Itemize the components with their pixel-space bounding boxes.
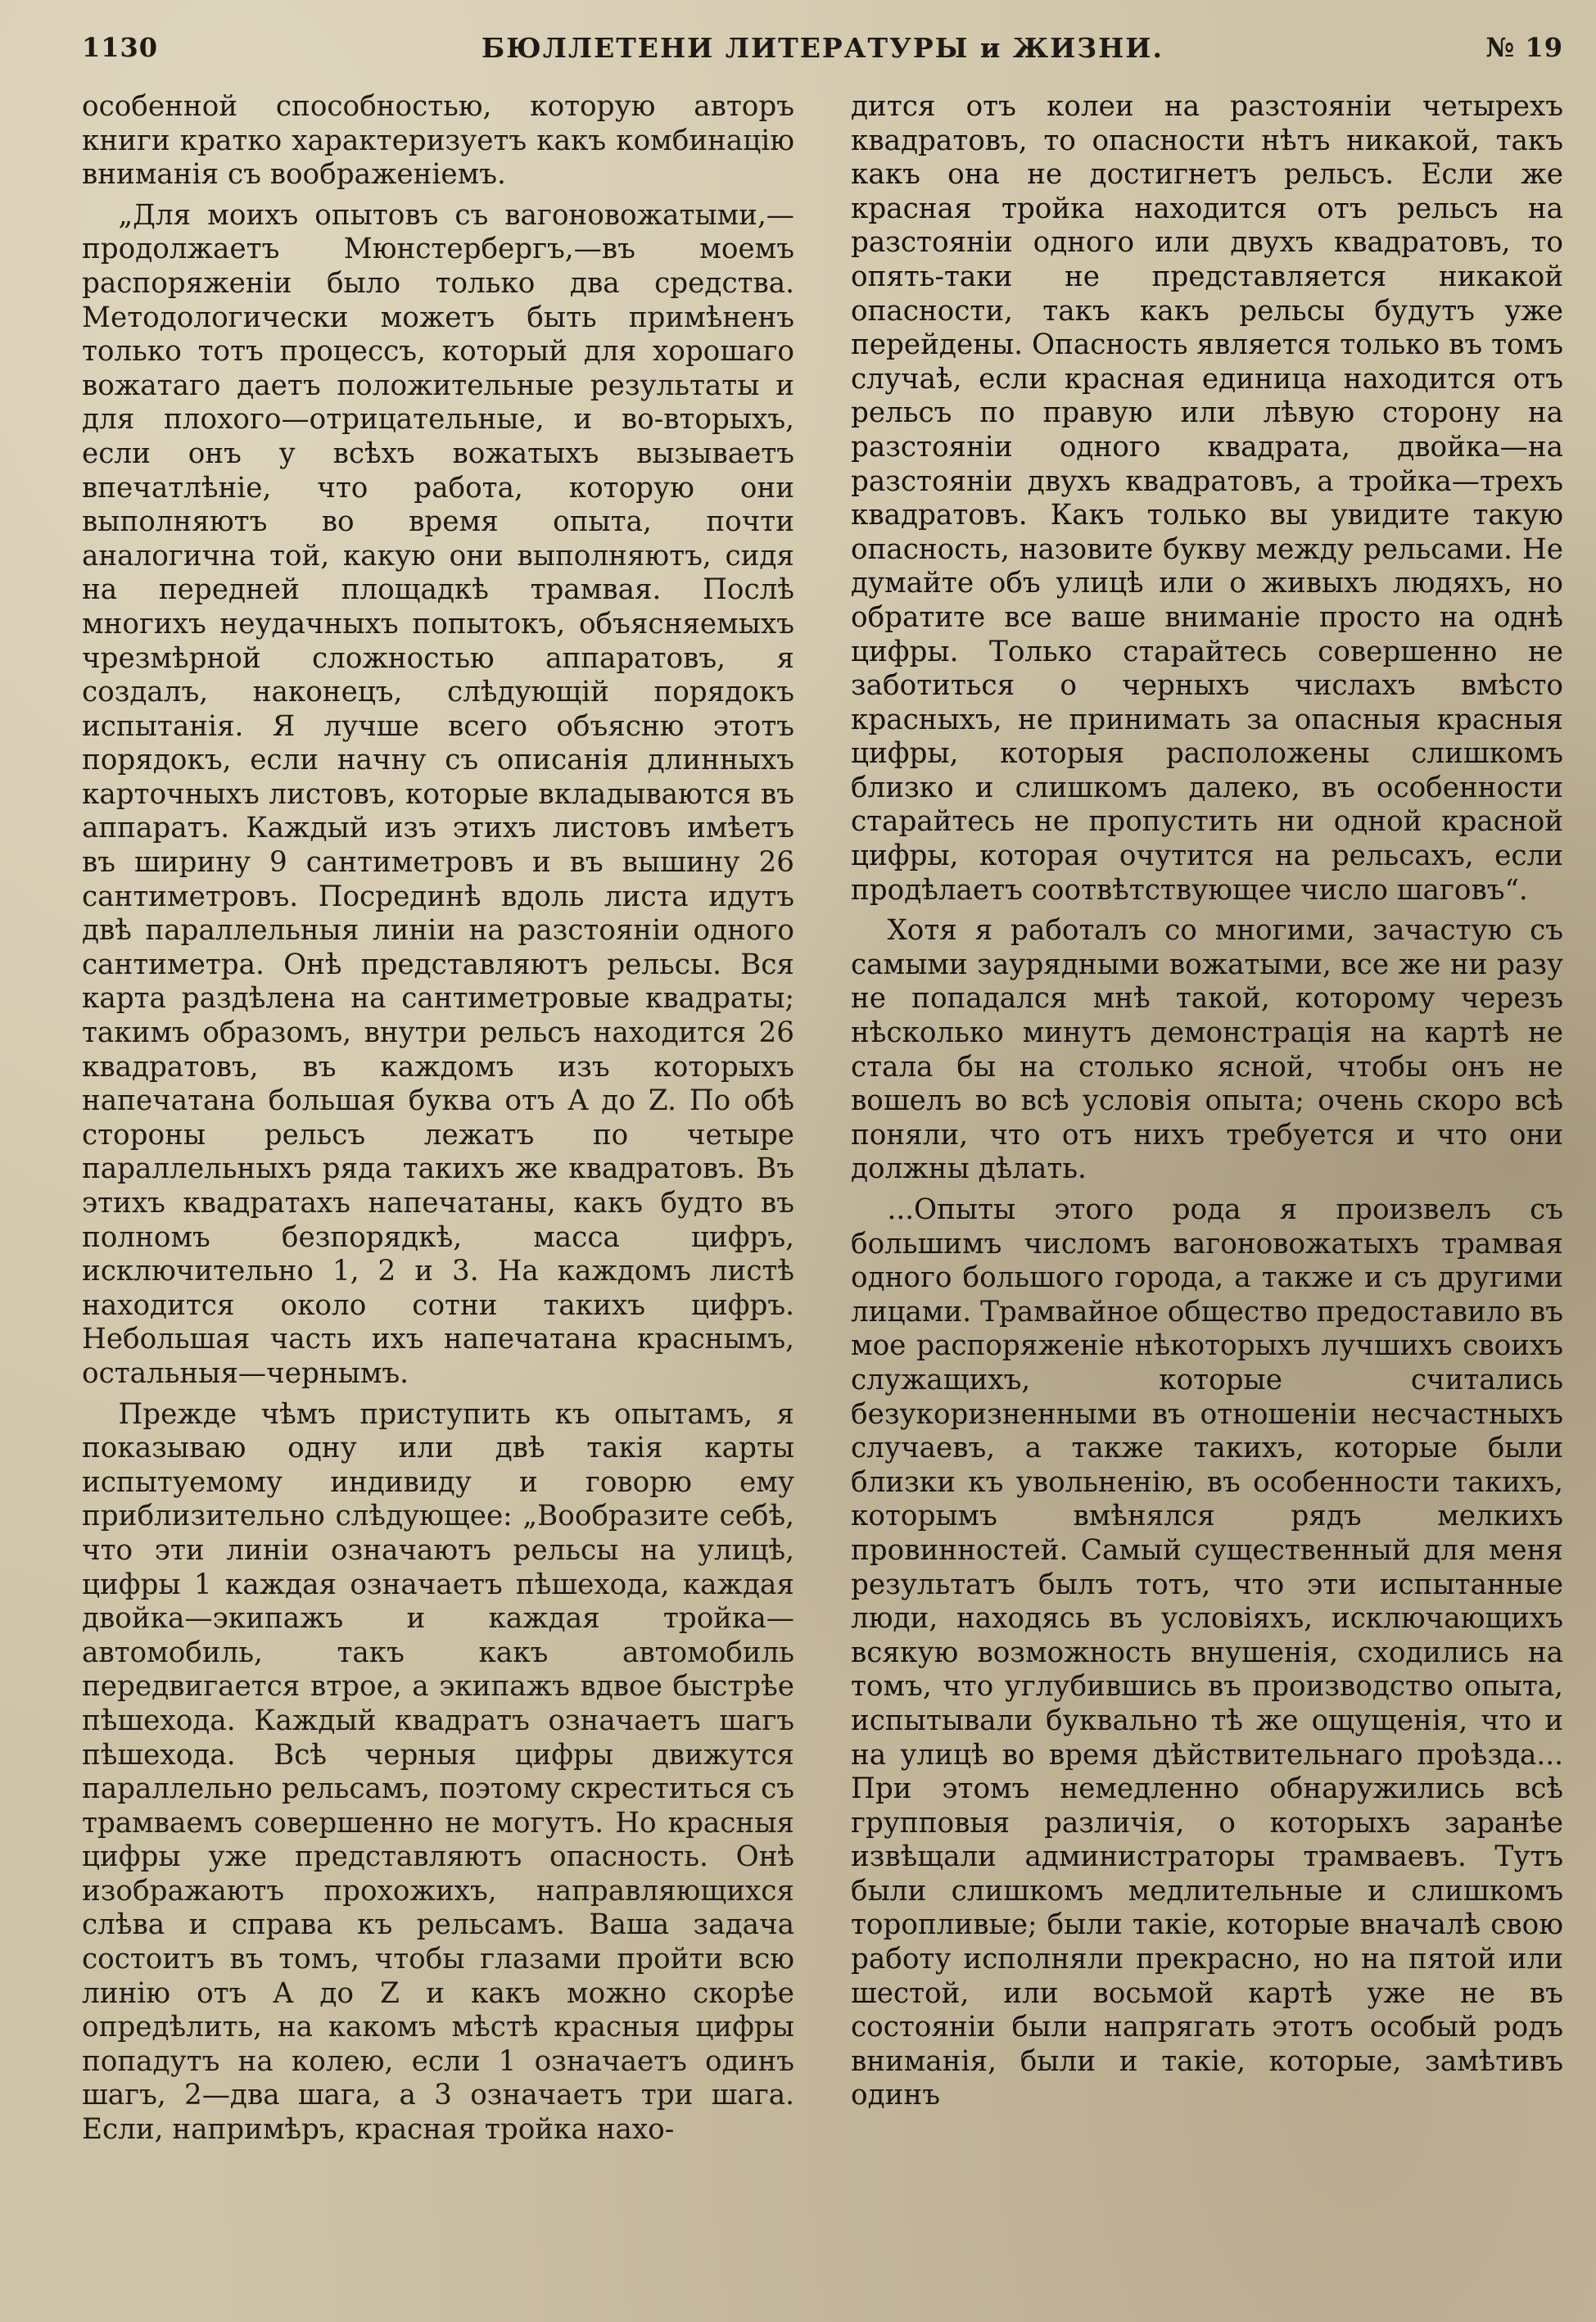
paragraph: дится отъ колеи на разстояніи четырехъ квадратовъ, то опасности нѣтъ никакой, такъ какъ она не достигнетъ рельсъ. Если же красная тройка находится отъ рельсъ на разстояніи одного или двухъ квадратовъ, то опять-таки не представляется никакой опасности, такъ какъ рельсы будутъ уже перейдены. Опасность является только въ томъ случаѣ, если красная единица находится отъ рельсъ по правую или лѣвую сторону на разстояніи одного квадрата, двойка—на разстояніи двухъ квадратовъ, а тройка—трехъ квадратовъ. Какъ только вы увидите такую опасность, назовите букву между рельсами. Не думайте объ улицѣ или о живыхъ людяхъ, но обратите все ваше вниманіе просто на однѣ цифры. Только старайтесь совершенно не заботиться о черныхъ числахъ вмѣсто красныхъ, не принимать за опасныя красныя цифры, которыя расположены слишкомъ близко и слишкомъ далеко, въ особенности старайтесь не пропустить ни одной красной цифры, которая очутится на рельсахъ, если продѣлаетъ соотвѣтствующее число шаговъ“. [851,90,1563,907]
issue-number: № 19 [1485,32,1563,63]
running-header [82,23,1563,72]
left-column [82,90,794,2148]
page-number: 1130 [82,32,159,63]
text-columns [82,90,1563,2148]
paragraph: Хотя я работалъ со многими, зачастую съ самыми заурядными вожатыми, все же ни разу не попадался мнѣ такой, которому черезъ нѣсколько минутъ демонстрація на картѣ не стала бы на столько ясной, чтобы онъ не вошелъ во всѣ условія опыта; очень скоро всѣ поняли, что отъ нихъ требуется и что они должны дѣлать. [851,914,1563,1186]
paragraph: Прежде чѣмъ приступить къ опытамъ, я показываю одну или двѣ такія карты испытуемому индивиду и говорю ему приблизительно слѣдующее: „Вообразите себѣ, что эти линіи означаютъ рельсы на улицѣ, цифры 1 каждая означаетъ пѣшехода, каждая двойка—экипажъ и каждая тройка—автомобиль, такъ какъ автомобиль передвигается втрое, а экипажъ вдвое быстрѣе пѣшехода. Каждый квадратъ означаетъ шагъ пѣшехода. Всѣ черныя цифры движутся параллельно рельсамъ, поэтому скреститься съ трамваемъ совершенно не могутъ. Но красныя цифры уже представляютъ опасность. Онѣ изображаютъ прохожихъ, направляющихся слѣва и справа къ рельсамъ. Ваша задача состоитъ въ томъ, чтобы глазами пройти всю линію отъ A до Z и какъ можно скорѣе опредѣлить, на какомъ мѣстѣ красныя цифры попадутъ на колею, если 1 означаетъ одинъ шагъ, 2—два шага, а 3 означаетъ три шага. Если, напримѣръ, красная тройка нахо- [82,1397,794,2147]
paragraph: особенной способностью, которую авторъ книги кратко характеризуетъ какъ комбинацію вниманія съ воображеніемъ. [82,90,794,192]
paragraph: ...Опыты этого рода я произвелъ съ большимъ числомъ вагоновожатыхъ трамвая одного большого города, а также и съ другими лицами. Трамвайное общество предоставило въ мое распоряженіе нѣкоторыхъ лучшихъ своихъ служащихъ, которые считались безукоризненными въ отношеніи несчастныхъ случаевъ, а также такихъ, которые были близки къ увольненію, въ особенности такихъ, которымъ вмѣнялся рядъ мелкихъ провинностей. Самый существенный для меня результатъ былъ тотъ, что эти испытанные люди, находясь въ условіяхъ, исключающихъ всякую возможность внушенія, сходились на томъ, что углубившись въ производство опыта, испытывали буквально тѣ же ощущенія, что и на улицѣ во время дѣйствительнаго проѣзда... При этомъ немедленно обнаружились всѣ групповыя различія, о которыхъ заранѣе извѣщали администраторы трамваевъ. Тутъ были слишкомъ медлительные и слишкомъ торопливые; были такіе, которые вначалѣ свою работу исполняли прекрасно, но на пятой или шестой, или восьмой картѣ уже не въ состояніи были напрягать этотъ особый родъ вниманія, были и такіе, которые, замѣтивъ одинъ [851,1193,1563,2112]
right-column [851,90,1563,2148]
paragraph: „Для моихъ опытовъ съ вагоновожатыми,— продолжаетъ Мюнстербергъ,—въ моемъ распоряженіи было только два средства. Методологически можетъ быть примѣненъ только тотъ процессъ, который для хорошаго вожатаго даетъ положительные результаты и для плохого—отрицательные, и во-вторыхъ, если онъ у всѣхъ вожатыхъ вызываетъ впечатлѣніе, что работа, которую они выполняютъ во время опыта, почти аналогична той, какую они выполняютъ, сидя на передней площадкѣ трамвая. Послѣ многихъ неудачныхъ попытокъ, объясняемыхъ чрезмѣрной сложностью аппаратовъ, я создалъ, наконецъ, слѣдующій порядокъ испытанія. Я лучше всего объясню этотъ порядокъ, если начну съ описанія длинныхъ карточныхъ листовъ, которые вкладываются въ аппаратъ. Каждый изъ этихъ листовъ имѣетъ въ ширину 9 сантиметровъ и въ вышину 26 сантиметровъ. Посрединѣ вдоль листа идутъ двѣ параллельныя линіи на разстояніи одного сантиметра. Онѣ представляютъ рельсы. Вся карта раздѣлена на сантиметровые квадраты; такимъ образомъ, внутри рельсъ находится 26 квадратовъ, въ каждомъ изъ которыхъ напечатана большая буква отъ A до Z. По обѣ стороны рельсъ лежатъ по четыре параллельныхъ ряда такихъ же квадратовъ. Въ этихъ квадратахъ напечатаны, какъ будто въ полномъ безпорядкѣ, масса цифръ, исключительно 1, 2 и 3. На каждомъ листѣ находится около сотни такихъ цифръ. Небольшая часть ихъ напечатана краснымъ, остальныя—чернымъ. [82,198,794,1390]
journal-title: БЮЛЛЕТЕНИ ЛИТЕРАТУРЫ и ЖИЗНИ. [482,31,1164,64]
